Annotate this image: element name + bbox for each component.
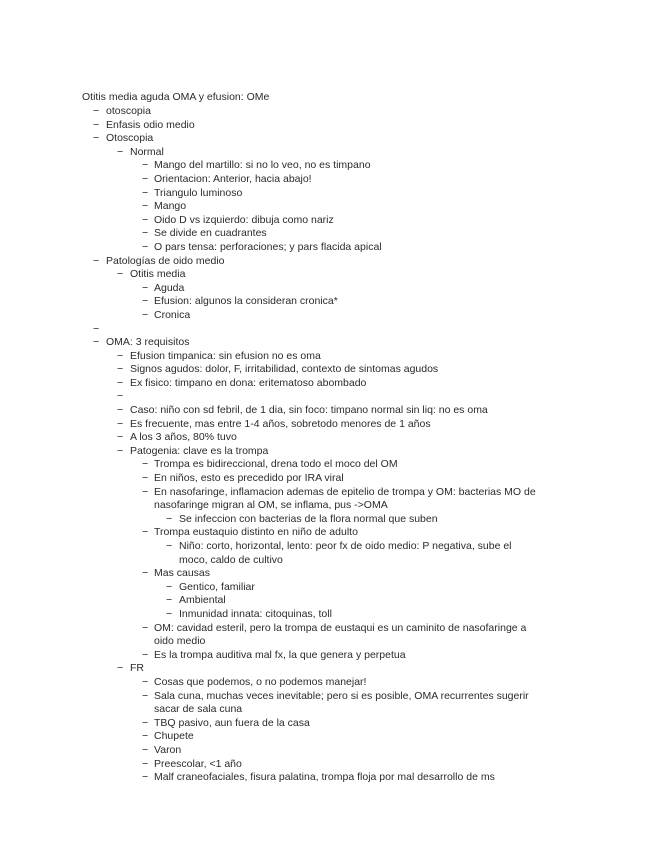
outline-item-text: Se infeccion con bacterias de la flora normal que suben [179, 512, 438, 525]
bullet-dash: − [117, 444, 124, 457]
outline-item-text: Enfasis odio medio [106, 118, 195, 131]
outline-item-text: Efusion timpanica: sin efusion no es oma [130, 349, 321, 362]
outline-item-text: FR [130, 662, 144, 675]
outline-item [0, 214, 655, 228]
outline-item [0, 445, 655, 459]
outline-item [0, 377, 655, 391]
outline-item-text: Es frecuente, mas entre 1-4 años, sobretodo menores de 1 años [130, 417, 431, 430]
bullet-dash: − [142, 200, 149, 213]
bullet-dash: − [166, 594, 173, 607]
bullet-dash: − [142, 689, 149, 702]
bullet-dash: − [117, 145, 124, 158]
bullet-dash: − [117, 363, 124, 376]
bullet-dash: − [117, 431, 124, 444]
bullet-dash: − [142, 213, 149, 226]
outline-item-text: Cosas que podemos, o no podemos manejar! [154, 675, 367, 688]
bullet-dash: − [166, 512, 173, 525]
outline-item-text: TBQ pasivo, aun fuera de la casa [154, 716, 310, 729]
outline-item [0, 336, 655, 350]
outline-item-text: Mango [154, 200, 187, 213]
outline-item [0, 608, 655, 622]
outline-item [0, 771, 655, 785]
outline-item-text: Varon [154, 743, 182, 756]
bullet-dash: − [142, 621, 149, 634]
bullet-dash: − [142, 240, 149, 253]
outline-item-text: Otitis media [130, 268, 186, 281]
outline-item-text: Se divide en cuadrantes [154, 227, 267, 240]
bullet-dash: − [93, 105, 100, 117]
bullet-dash: − [117, 349, 124, 362]
bullet-dash: − [142, 308, 149, 321]
outline-item-text: Niño: corto, horizontal, lento: peor fx de oido medio: P negativa, sube el moco, caldo de cultivo [179, 540, 512, 566]
outline-item-text: Efusion: algunos la consideran cronica* [154, 295, 338, 308]
outline-item [0, 200, 655, 214]
outline-item [0, 526, 655, 540]
outline-item-text: Preescolar, <1 año [154, 757, 242, 770]
outline-item [0, 132, 655, 146]
outline-item-text: OM: cavidad esteril, pero la trompa de eustaqui es un caminito de nasofaringe a oido medio [154, 621, 527, 648]
outline-item-text: Gentico, familiar [179, 580, 255, 593]
outline-item-text: Sala cuna, muchas veces inevitable; pero si es posible, OMA recurrentes sugerir sacar de sala cuna [154, 689, 529, 716]
bullet-dash: − [142, 472, 149, 485]
outline-item [0, 241, 655, 255]
outline-item [0, 173, 655, 187]
outline-list [0, 105, 655, 785]
outline-item [0, 227, 655, 241]
bullet-dash: − [142, 526, 149, 539]
outline-item-text: Trompa eustaquio distinto en niño de adulto [154, 526, 358, 539]
bullet-dash: − [93, 254, 100, 267]
outline-item-text: Cronica [154, 308, 191, 321]
outline-item-text: Ex fisico: timpano en dona: eritematoso abombado [130, 376, 367, 389]
bullet-dash: − [142, 281, 149, 294]
bullet-dash: − [117, 390, 124, 403]
outline-item-text: Oido D vs izquierdo: dibuja como nariz [154, 213, 334, 226]
bullet-dash: − [93, 132, 100, 145]
outline-item-text: Triangulo luminoso [154, 186, 243, 199]
bullet-dash: − [117, 404, 124, 417]
outline-item [0, 282, 655, 296]
outline-item [0, 690, 655, 717]
outline-item-text: Es la trompa auditiva mal fx, la que genera y perpetua [154, 648, 406, 661]
bullet-dash: − [142, 716, 149, 729]
bullet-dash: − [117, 268, 124, 281]
outline-item [0, 567, 655, 581]
outline-item [0, 323, 655, 337]
outline-item [0, 730, 655, 744]
outline-item [0, 486, 655, 513]
outline-item [0, 594, 655, 608]
bullet-dash: − [166, 540, 173, 552]
bullet-dash: − [93, 336, 100, 349]
outline-item-text [0, 390, 540, 404]
outline-item [0, 295, 655, 309]
outline-item-text: Trompa es bidireccional, drena todo el moco del OM [154, 458, 398, 471]
outline-item-text: O pars tensa: perforaciones; y pars flacida apical [154, 240, 382, 253]
bullet-dash: − [142, 186, 149, 199]
outline-item [0, 717, 655, 731]
outline-item [0, 758, 655, 772]
outline-item-text: Mango del martillo: si no lo veo, no es timpano [154, 159, 371, 172]
bullet-dash: − [117, 376, 124, 389]
outline-item [0, 513, 655, 527]
bullet-dash: − [117, 662, 124, 675]
outline-item [0, 187, 655, 201]
outline-item [0, 390, 655, 404]
bullet-dash: − [142, 743, 149, 756]
bullet-dash: − [142, 172, 149, 185]
bullet-dash: − [142, 485, 149, 498]
outline-item [0, 676, 655, 690]
bullet-dash: − [142, 757, 149, 770]
bullet-dash: − [142, 295, 149, 308]
outline-item [0, 649, 655, 663]
outline-item-text: Chupete [154, 730, 194, 743]
outline-item-text: En nasofaringe, inflamacion ademas de epitelio de trompa y OM: bacterias MO de nasofaringe migran al OM, se inflama, pus ->OMA [154, 485, 536, 512]
outline-item-text: Caso: niño con sd febril, de 1 dia, sin foco: timpano normal sin liq: no es oma [130, 404, 488, 417]
outline-item-text: Signos agudos: dolor, F, irritabilidad, contexto de sintomas agudos [130, 363, 439, 376]
outline-item-text: Patogenia: clave es la trompa [130, 444, 269, 457]
bullet-dash: − [166, 580, 173, 593]
bullet-dash: − [117, 417, 124, 430]
outline-item [0, 105, 655, 119]
outline-item [0, 418, 655, 432]
bullet-dash: − [142, 458, 149, 471]
outline-item [0, 744, 655, 758]
bullet-dash: − [142, 675, 149, 688]
outline-item [0, 431, 655, 445]
outline-item [0, 119, 655, 133]
outline-item-text: Inmunidad innata: citoquinas, toll [179, 607, 332, 620]
outline-item-text: Otoscopia [106, 132, 154, 145]
bullet-dash: − [166, 607, 173, 620]
outline-item [0, 662, 655, 676]
bullet-dash: − [142, 227, 149, 240]
outline-item [0, 540, 655, 567]
outline-item-text: Ambiental [179, 594, 226, 607]
outline-item-text: Mas causas [154, 567, 211, 580]
outline-item-text: Orientacion: Anterior, hacia abajo! [154, 172, 312, 185]
outline-item [0, 146, 655, 160]
outline-item [0, 268, 655, 282]
outline-item [0, 255, 655, 269]
outline-item [0, 472, 655, 486]
outline-item-text: OMA: 3 requisitos [106, 336, 190, 349]
outline-item [0, 350, 655, 364]
bullet-dash: − [142, 730, 149, 743]
outline-item-text: Patologías de oido medio [106, 254, 225, 267]
outline-item-text: Aguda [154, 281, 185, 294]
outline-item [0, 309, 655, 323]
outline-item-text: Malf craneofaciales, fisura palatina, trompa floja por mal desarrollo de ms [154, 771, 495, 784]
outline-item [0, 363, 655, 377]
outline-item-text: A los 3 años, 80% tuvo [130, 431, 237, 444]
outline-item-text: En niños, esto es precedido por IRA viral [154, 472, 344, 485]
outline-item [0, 404, 655, 418]
bullet-dash: − [142, 648, 149, 661]
bullet-dash: − [142, 771, 149, 784]
bullet-dash: − [93, 322, 100, 335]
bullet-dash: − [142, 159, 149, 172]
outline-item [0, 458, 655, 472]
outline-item-text: Normal [130, 145, 164, 158]
outline-item-text [0, 323, 540, 337]
outline-item-text: otoscopia [106, 105, 151, 117]
outline-item [0, 622, 655, 649]
bullet-dash: − [93, 118, 100, 131]
document-title: Otitis media aguda OMA y efusion: OMe [82, 91, 270, 103]
outline-item [0, 159, 655, 173]
outline-item [0, 581, 655, 595]
bullet-dash: − [142, 567, 149, 580]
